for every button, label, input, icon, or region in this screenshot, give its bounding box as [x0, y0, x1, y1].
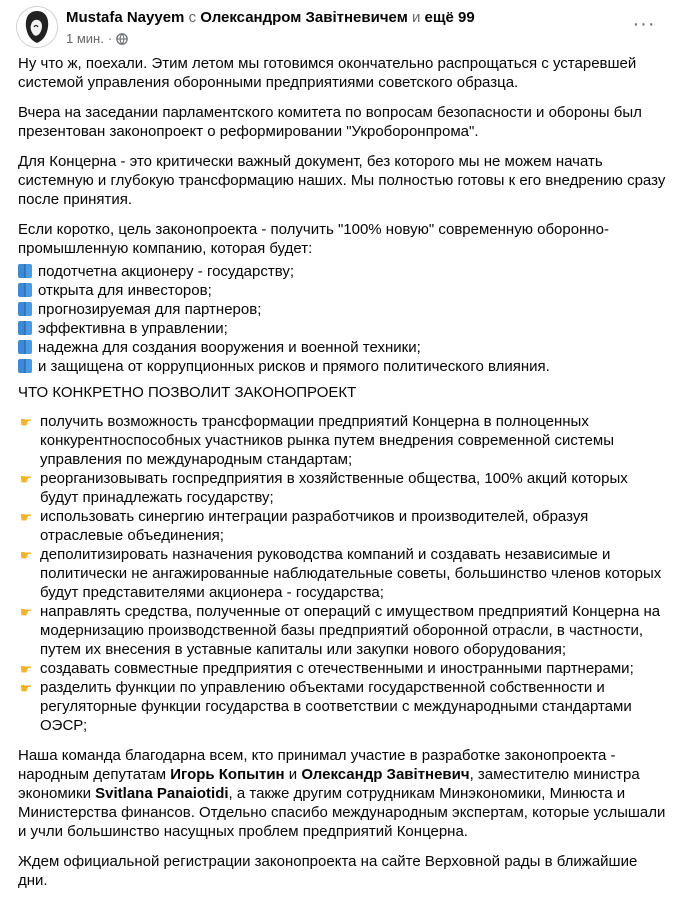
globe-icon[interactable] [116, 33, 128, 45]
list-item [18, 507, 666, 545]
list-item [18, 319, 666, 338]
backhand-index-pointing-right-icon: ☛ [19, 414, 33, 430]
thanks-text-1: Наша команда благодарна всем, кто принимал участие в разработке законопроекта - народным депутатам [18, 747, 616, 783]
mention-panaiotidi-link[interactable]: Svitlana Panaiotidi [95, 785, 229, 802]
feature-text: подотчетна акционеру - государству; [38, 263, 295, 280]
with-word: с [188, 9, 197, 26]
author-name-link[interactable]: Mustafa Nayyem [66, 9, 185, 26]
tagged-person-link[interactable]: Олександром Завітневичем [200, 9, 408, 26]
tagged-others-link[interactable]: ещё 99 [424, 9, 475, 26]
feature-text: открыта для инвесторов; [38, 282, 212, 299]
blue-book-icon [18, 359, 32, 373]
benefit-text: реорганизовывать госпредприятия в хозяйственные общества, 100% акций которых будут принадлежать государству; [40, 470, 628, 506]
blue-book-icon [18, 264, 32, 278]
thanks-text-4: , а также другим сотрудникам Минэкономики, Минюста и Министерства финансов. Отдельно спасибо международным экспертам, которые услышали и учли большинство насущных проблем предприятий Концерна. [18, 785, 666, 840]
thanks-text-2: и [284, 766, 302, 783]
thanks-paragraph [18, 746, 666, 841]
section-heading: ЧТО КОНКРЕТНО ПОЗВОЛИТ ЗАКОНОПРОЕКТ [18, 384, 357, 401]
list-item [18, 659, 666, 678]
backhand-index-pointing-right-icon: ☛ [19, 471, 33, 487]
post-meta [66, 31, 128, 47]
paragraph-3: Для Концерна - это критически важный документ, без которого мы не можем начать системную и глубокую трансформацию наших. Мы полностью готовы к его внедрению сразу после принятия. [18, 153, 666, 208]
closing-paragraph: Ждем официальной регистрации законопроекта на сайте Верховной рады в ближайшие дни. [18, 853, 638, 889]
backhand-index-pointing-right-icon: ☛ [19, 680, 33, 696]
benefit-text: получить возможность трансформации предприятий Концерна в полноценных конкурентноспособных участников рынка путем внедрения современной системы управления по международным стандартам; [40, 413, 614, 468]
blue-book-icon [18, 340, 32, 354]
backhand-index-pointing-right-icon: ☛ [19, 661, 33, 677]
paragraph-4: Если коротко, цель законопроекта - получить "100% новую" современную оборонно-промышленную компанию, которая будет: [18, 221, 609, 257]
feature-text: и защищена от коррупционных рисков и прямого политического влияния. [38, 358, 550, 375]
list-item [18, 281, 666, 300]
list-item [18, 545, 666, 602]
backhand-index-pointing-right-icon: ☛ [19, 547, 33, 563]
feature-text: эффективна в управлении; [38, 320, 228, 337]
benefit-text: деполитизировать назначения руководства компаний и создавать независимые и политически не ангажированные наблюдательные советы, большинство членов которых будут представителями акционера - государства; [40, 546, 662, 601]
backhand-index-pointing-right-icon: ☛ [19, 509, 33, 525]
list-item [18, 300, 666, 319]
blue-book-icon [18, 321, 32, 335]
feature-list [18, 262, 666, 376]
and-word: и [411, 9, 421, 26]
mention-kopytin-link[interactable]: Игорь Копытин [170, 766, 285, 783]
more-dots-icon: ··· [632, 12, 656, 35]
benefit-text: создавать совместные предприятия с отечественными и иностранными партнерами; [40, 660, 634, 677]
post-timestamp[interactable]: 1 мин. [66, 31, 104, 46]
list-item [18, 357, 666, 376]
post-header [0, 0, 680, 54]
list-item [18, 602, 666, 659]
post-author-line [66, 8, 475, 27]
benefit-text: разделить функции по управлению объектами государственной собственности и регуляторные функции государства в соответствии с международными стандартами ОЭСР; [40, 679, 632, 734]
benefit-text: использовать синергию интеграции разработчиков и производителей, образуя отраслевые объединения; [40, 508, 589, 544]
backhand-index-pointing-right-icon: ☛ [19, 604, 33, 620]
list-item [18, 338, 666, 357]
paragraph-1: Ну что ж, поехали. Этим летом мы готовимся окончательно распрощаться с устаревшей системой управления оборонными предприятиями советского образца. [18, 55, 637, 91]
more-options-button[interactable] [630, 12, 658, 36]
feature-text: прогнозируемая для партнеров; [38, 301, 262, 318]
blue-book-icon [18, 283, 32, 297]
list-item [18, 412, 666, 469]
benefit-list [18, 412, 666, 735]
meta-separator: · [107, 31, 113, 46]
thanks-text-3: , заместителю министра экономики [18, 766, 640, 802]
list-item [18, 262, 666, 281]
feature-text: надежна для создания вооружения и военной техники; [38, 339, 421, 356]
paragraph-2: Вчера на заседании парламентского комитета по вопросам безопасности и обороны был презентован законопроект о реформировании "Укроборонпрома". [18, 104, 642, 140]
list-item [18, 469, 666, 507]
author-avatar[interactable] [16, 6, 58, 48]
list-item [18, 678, 666, 735]
benefit-text: направлять средства, полученные от операций с имуществом предприятий Концерна на модернизацию производственной базы предприятий оборонной отрасли, в частности, путем их внесения в уставные капиталы или закупки нового оборудования; [40, 603, 661, 658]
mention-zavitnevych-link[interactable]: Олександр Завітневич [301, 766, 470, 783]
blue-book-icon [18, 302, 32, 316]
post-body [18, 54, 666, 901]
